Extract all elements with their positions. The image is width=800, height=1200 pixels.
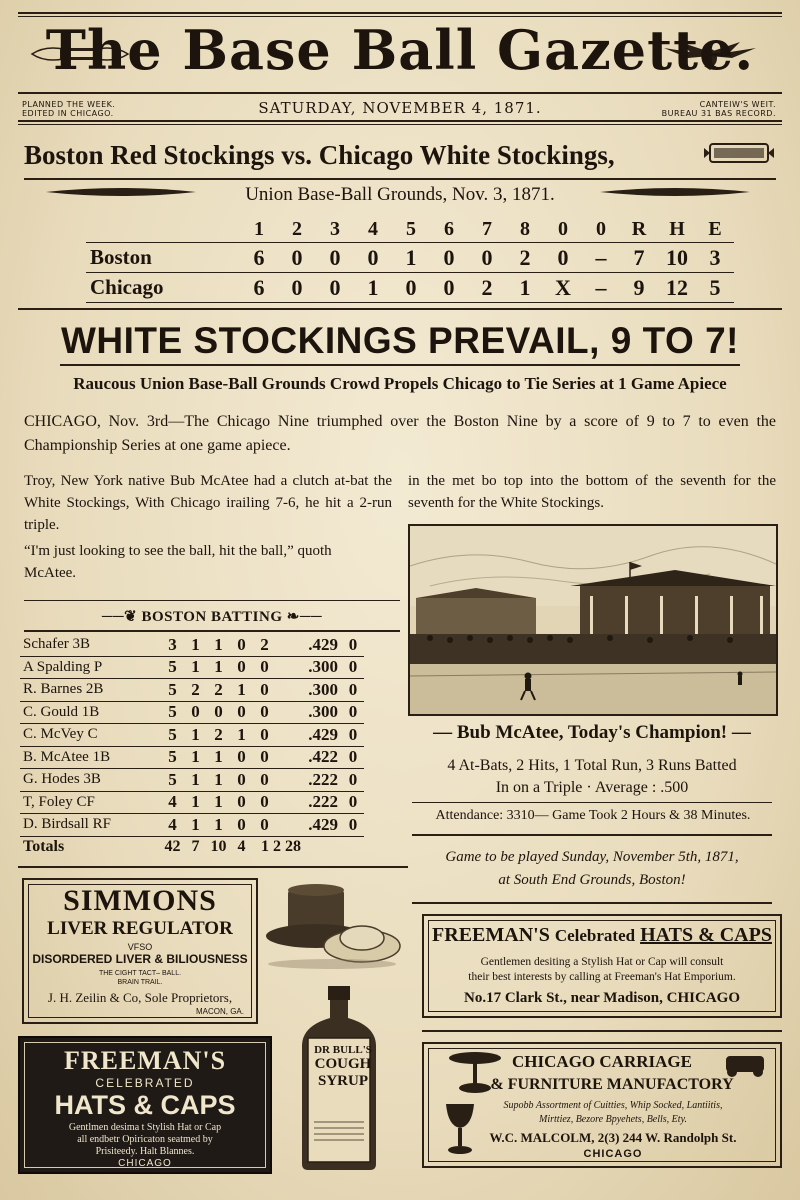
ad-carriage-title-1: CHICAGO CARRIAGE <box>512 1052 692 1071</box>
batter-name: B. McAtee 1B <box>20 746 161 769</box>
ad-simmons-place: MACON, GA. <box>195 1007 244 1016</box>
linescore-header-cell: H <box>669 217 685 240</box>
batting-header-rule <box>24 630 400 632</box>
batter-name: D. Birdsall RF <box>20 814 161 837</box>
linescore-cell: 0 <box>544 243 582 273</box>
stat-cell: 1 <box>230 724 253 747</box>
champion-left-dash-icon: — <box>433 722 457 743</box>
stat-cell: 4 <box>161 814 184 837</box>
ballpark-illustration <box>408 524 778 716</box>
ad-simmons-name: SIMMONS <box>63 884 217 917</box>
linescore-header-cell: 0 <box>558 217 568 240</box>
dateline-rule <box>18 120 782 122</box>
linescore-team: Boston <box>86 243 240 273</box>
linescore-cell: 0 <box>430 273 468 303</box>
table-row <box>20 724 364 747</box>
story-paragraph-2: in the met bo top into the bottom of the seventh for the seventh for the White Stockings. <box>408 473 776 511</box>
linescore-cell: 0 <box>316 243 354 273</box>
stat-cell: 0 <box>230 814 253 837</box>
linescore-table <box>86 216 734 303</box>
stat-cell: 1 <box>184 634 207 656</box>
game-headline-rule <box>24 178 776 180</box>
stat-cell: 0 <box>230 656 253 679</box>
stat-cell: 0 <box>230 769 253 792</box>
table-row <box>20 701 364 724</box>
linescore-cell: – <box>582 273 620 303</box>
ad-simmons-small-2: BRAIN TRAIL. <box>117 979 163 986</box>
linescore-row-chicago <box>86 273 734 303</box>
ear-left-line-1: PLANNED THE WEEK. <box>22 100 116 109</box>
average-cell: .422 <box>276 746 342 769</box>
stat-cell: 1 <box>207 634 230 656</box>
linescore-header-cell: 3 <box>330 217 340 240</box>
batting-top-rule <box>24 600 400 601</box>
average-cell: .429 <box>276 724 342 747</box>
ad-chicago-carriage <box>422 1042 782 1168</box>
stat-cell: 0 <box>184 701 207 724</box>
stat-cell: 0 <box>342 701 364 724</box>
linescore-header-cell: 0 <box>596 217 606 240</box>
ad-simmons-small-1: THE CIGHT TACT– BALL. <box>98 970 182 977</box>
stat-cell: 0 <box>230 634 253 656</box>
champion-right-dash-icon: — <box>727 722 751 743</box>
batting-table <box>20 634 364 858</box>
grounds-right-flourish-icon <box>600 186 750 198</box>
carriage-top-rule <box>422 1030 782 1032</box>
batter-name: C. McVey C <box>20 724 161 747</box>
champion-stats-line-2: In on a Triple · Average : .500 <box>495 779 689 796</box>
stat-cell: 1 <box>184 791 207 814</box>
stat-cell: 1 <box>207 746 230 769</box>
ad-simmons-liver-regulator <box>22 878 258 1024</box>
average-cell: .222 <box>276 769 342 792</box>
linescore-header-cell: R <box>631 217 647 240</box>
stat-cell: 0 <box>253 724 276 747</box>
ads-top-rule <box>18 866 408 868</box>
stat-cell: 0 <box>342 634 364 656</box>
batter-name: C. Gould 1B <box>20 701 161 724</box>
dateline-rule-thin <box>18 124 782 125</box>
stat-cell: 2 <box>184 679 207 702</box>
attendance-top-rule <box>412 802 772 803</box>
linescore-cell: 0 <box>392 273 430 303</box>
table-row <box>20 679 364 702</box>
stat-cell: 0 <box>342 679 364 702</box>
stat-cell: 1 <box>207 769 230 792</box>
linescore-team: Chicago <box>86 273 240 303</box>
linescore-cell: 5 <box>696 273 734 303</box>
ad-simmons-claim: DISORDERED LIVER & BILIOUSNESS <box>32 952 248 966</box>
linescore-cell: 9 <box>620 273 658 303</box>
table-row <box>20 769 364 792</box>
stat-cell: 0 <box>253 814 276 837</box>
linescore-cell: X <box>544 273 582 303</box>
ad-freeman-light-headline <box>424 924 780 947</box>
main-headline: WHITE STOCKINGS PREVAIL, 9 TO 7! <box>61 320 739 361</box>
linescore-cell: 2 <box>468 273 506 303</box>
linescore-header-cell: 6 <box>444 217 454 240</box>
linescore-cell: 0 <box>354 243 392 273</box>
linescore-cell: – <box>582 243 620 273</box>
stat-cell: 7 <box>191 838 200 856</box>
story-paragraph-1: Troy, New York native Bub McAtee had a clutch at-bat the White Stockings, With Chicago irailing 7-6, he hit a 2-run triple. <box>24 473 392 533</box>
ad-freeman-dark-city: CHICAGO <box>118 1158 172 1169</box>
average-cell: .300 <box>276 701 342 724</box>
table-row <box>20 746 364 769</box>
ad-freeman-light-celebrated: Celebrated <box>554 926 636 945</box>
stat-cell: 1 <box>230 679 253 702</box>
batter-name: G. Hodes 3B <box>20 769 161 792</box>
stat-cell: 0 <box>342 814 364 837</box>
table-row <box>20 814 364 837</box>
lede-paragraph: CHICAGO, Nov. 3rd—The Chicago Nine triumphed over the Boston Nine by a score of 9 to 7 to even the Championship Series at one game apiece. <box>24 413 776 454</box>
next-game-notice <box>408 846 776 892</box>
stat-cell: 0 <box>230 746 253 769</box>
stat-cell: 5 <box>161 769 184 792</box>
hats-illustration-icon <box>262 880 402 972</box>
stat-cell: 2 <box>207 679 230 702</box>
average-cell: .429 <box>276 814 342 837</box>
ballpark-engraving-icon <box>410 526 776 714</box>
ad-freeman-dark-celebrated: CELEBRATED <box>95 1076 195 1090</box>
dateline: SATURDAY, NOVEMBER 4, 1871. <box>258 99 542 117</box>
linescore-cell: 1 <box>392 243 430 273</box>
dr-bull-line-1: DR BULL'S <box>314 1044 372 1056</box>
linescore-cell: 1 <box>506 273 544 303</box>
top-rule <box>18 12 782 14</box>
linescore-cell: 3 <box>696 243 734 273</box>
linescore-cell: 6 <box>240 273 278 303</box>
linescore-header-cell: 2 <box>292 217 302 240</box>
ad-simmons-tag: VFSO <box>127 942 153 952</box>
ear-left-line-2: EDITED IN CHICAGO. <box>22 109 114 118</box>
stat-cell: 1 2 28 <box>261 838 301 856</box>
grounds-line: Union Base-Ball Grounds, Nov. 3, 1871. <box>245 184 555 205</box>
stat-cell: 0 <box>253 701 276 724</box>
stat-cell: 1 <box>184 724 207 747</box>
champion-stats-line-1: 4 At-Bats, 2 Hits, 1 Total Run, 3 Runs Batted <box>447 757 737 774</box>
ad-freeman-light <box>422 914 782 1018</box>
batter-name: A Spalding P <box>20 656 161 679</box>
ad-freeman-dark-copy-1: Gentlmen desima t Stylish Hat or Cap <box>68 1122 222 1133</box>
dr-bull-label <box>308 1044 378 1090</box>
stat-cell: 0 <box>230 701 253 724</box>
table-row <box>20 656 364 679</box>
stat-cell: 5 <box>161 701 184 724</box>
ad-freeman-dark-name: FREEMAN'S <box>63 1046 227 1075</box>
stat-cell: 3 <box>161 634 184 656</box>
ad-freeman-dark-copy-3: Prisiteedy. Halt Blannes. <box>95 1146 195 1157</box>
linescore-header-cell: 7 <box>482 217 492 240</box>
ad-freeman-dark-copy-2: all endbetr Opiricaton seatmed by <box>77 1134 213 1145</box>
stat-cell: 5 <box>161 724 184 747</box>
ad-freeman-dark-product: HATS & CAPS <box>54 1090 236 1120</box>
ad-freeman-dark <box>18 1036 272 1174</box>
ad-carriage-title-2: & FURNITURE MANUFACTORY <box>490 1076 734 1093</box>
batting-title <box>24 607 400 626</box>
main-headline-rule <box>60 364 740 366</box>
linescore-corner <box>86 216 240 243</box>
stat-cell: 0 <box>342 724 364 747</box>
ad-carriage-copy-2: Mirttiez, Bezore Bpyehets, Bells, Ety. <box>539 1114 687 1125</box>
linescore-row-boston <box>86 243 734 273</box>
quote-paragraph: “I'm just looking to see the ball, hit the ball,” quoth McAtee. <box>24 543 332 581</box>
dr-bull-line-3: SYRUP <box>317 1073 368 1089</box>
linescore-cell: 12 <box>658 273 696 303</box>
stat-cell: 1 <box>184 656 207 679</box>
ad-freeman-light-product: HATS & CAPS <box>640 924 772 946</box>
attendance-bottom-rule <box>412 834 772 836</box>
stat-cell: 2 <box>253 634 276 656</box>
attendance-line: Attendance: 3310— Game Took 2 Hours & 38 Minutes. <box>435 808 751 823</box>
batting-title-text: BOSTON BATTING <box>141 609 283 625</box>
stat-cell: 0 <box>342 791 364 814</box>
stat-cell: 42 <box>164 838 181 856</box>
stat-cell: 5 <box>161 746 184 769</box>
linescore-cell: 0 <box>278 243 316 273</box>
game-headline: Boston Red Stockings vs. Chicago White Stockings, <box>24 140 615 170</box>
linescore-bottom-rule <box>18 308 782 310</box>
totals-row <box>20 836 364 858</box>
dr-bull-line-2: COUGH <box>314 1056 372 1072</box>
stat-cell: 5 <box>161 656 184 679</box>
table-row <box>20 634 364 656</box>
stat-cell: 4 <box>237 838 246 856</box>
ear-right <box>662 100 776 118</box>
stat-cell: 1 <box>184 769 207 792</box>
stat-cell: 0 <box>342 656 364 679</box>
ad-carriage-address: W.C. MALCOLM, 2(3) 244 W. Randolph St. <box>489 1130 737 1145</box>
linescore-header-cell: 5 <box>406 217 416 240</box>
ad-freeman-light-copy-2: their best interests by calling at Freeman's Hat Emporium. <box>468 971 736 983</box>
linescore-cell: 6 <box>240 243 278 273</box>
next-game-rule <box>412 902 772 904</box>
linescore-cell: 0 <box>316 273 354 303</box>
average-cell: .300 <box>276 679 342 702</box>
stat-cell: 5 <box>161 679 184 702</box>
stat-cell: 0 <box>207 701 230 724</box>
champion-stats <box>408 755 776 799</box>
ad-simmons-product: LIVER REGULATOR <box>47 918 233 939</box>
batting-right-flourish-icon: ❧── <box>282 609 323 625</box>
linescore-cell: 10 <box>658 243 696 273</box>
batter-name: R. Barnes 2B <box>20 679 161 702</box>
linescore-header <box>86 216 734 243</box>
stat-cell: 1 <box>207 814 230 837</box>
stat-cell: 0 <box>253 769 276 792</box>
champion-title <box>408 722 776 744</box>
top-rule-thin <box>18 16 782 17</box>
average-cell: .222 <box>276 791 342 814</box>
stat-cell: 0 <box>253 791 276 814</box>
ad-freeman-light-copy-1: Gentlemen desiting a Stylish Hat or Cap will consult <box>480 956 724 968</box>
ear-right-line-1: CANTEIW'S WEIT. <box>699 100 776 109</box>
linescore-header-cell: 1 <box>254 217 264 240</box>
next-game-line-1: Game to be played Sunday, November 5th, 1871, <box>445 849 739 865</box>
ad-simmons-maker: J. H. Zeilin & Co, Sole Proprietors, <box>47 990 233 1005</box>
stat-cell: 4 <box>161 791 184 814</box>
batting-left-flourish-icon: ──❦ <box>101 609 142 625</box>
stat-cell: 0 <box>230 791 253 814</box>
stat-cell: 1 <box>207 656 230 679</box>
ear-right-line-2: BUREAU 31 BAS RECORD. <box>661 109 776 118</box>
stat-cell: 0 <box>253 656 276 679</box>
stat-cell: 1 <box>184 746 207 769</box>
stat-cell: 0 <box>342 769 364 792</box>
average-cell: .300 <box>276 656 342 679</box>
linescore-cell: 7 <box>620 243 658 273</box>
ad-carriage-copy-1: Supobb Assortment of Cuitties, Whip Socked, Lantiitis, <box>503 1100 723 1111</box>
masthead-rule <box>18 92 782 94</box>
batter-name: Schafer 3B <box>20 634 161 656</box>
stat-cell: 1 <box>184 814 207 837</box>
average-cell: .429 <box>276 634 342 656</box>
stat-cell: 1 <box>207 791 230 814</box>
stat-cell: 0 <box>253 679 276 702</box>
linescore-header-cell: 4 <box>368 217 378 240</box>
ad-freeman-light-name: FREEMAN'S <box>432 924 550 946</box>
champion-title-text: Bub McAtee, Today's Champion! <box>456 722 728 743</box>
stat-cell-empty <box>342 836 364 858</box>
totals-label: Totals <box>23 838 65 856</box>
masthead-title: The Base Ball Gazette. <box>45 18 755 82</box>
linescore-cell: 2 <box>506 243 544 273</box>
linescore-cell: 0 <box>430 243 468 273</box>
batter-name: T, Foley CF <box>20 791 161 814</box>
ad-freeman-light-address: No.17 Clark St., near Madison, CHICAGO <box>464 990 740 1006</box>
stat-cell: 2 <box>207 724 230 747</box>
stat-cell: 10 <box>210 838 227 856</box>
linescore-header-cell: 8 <box>520 217 530 240</box>
linescore-header-cell: E <box>708 217 722 240</box>
linescore-cell: 1 <box>354 273 392 303</box>
sub-headline: Raucous Union Base-Ball Grounds Crowd Propels Chicago to Tie Series at 1 Game Apiece <box>73 374 727 393</box>
linescore-cell: 0 <box>468 243 506 273</box>
stat-cell: 0 <box>342 746 364 769</box>
ad-carriage-city: CHICAGO <box>583 1148 643 1160</box>
next-game-line-2: at South End Grounds, Boston! <box>498 872 686 888</box>
ribbon-ornament-icon <box>704 140 774 168</box>
stat-cell: 0 <box>253 746 276 769</box>
table-row <box>20 791 364 814</box>
linescore-cell: 0 <box>278 273 316 303</box>
